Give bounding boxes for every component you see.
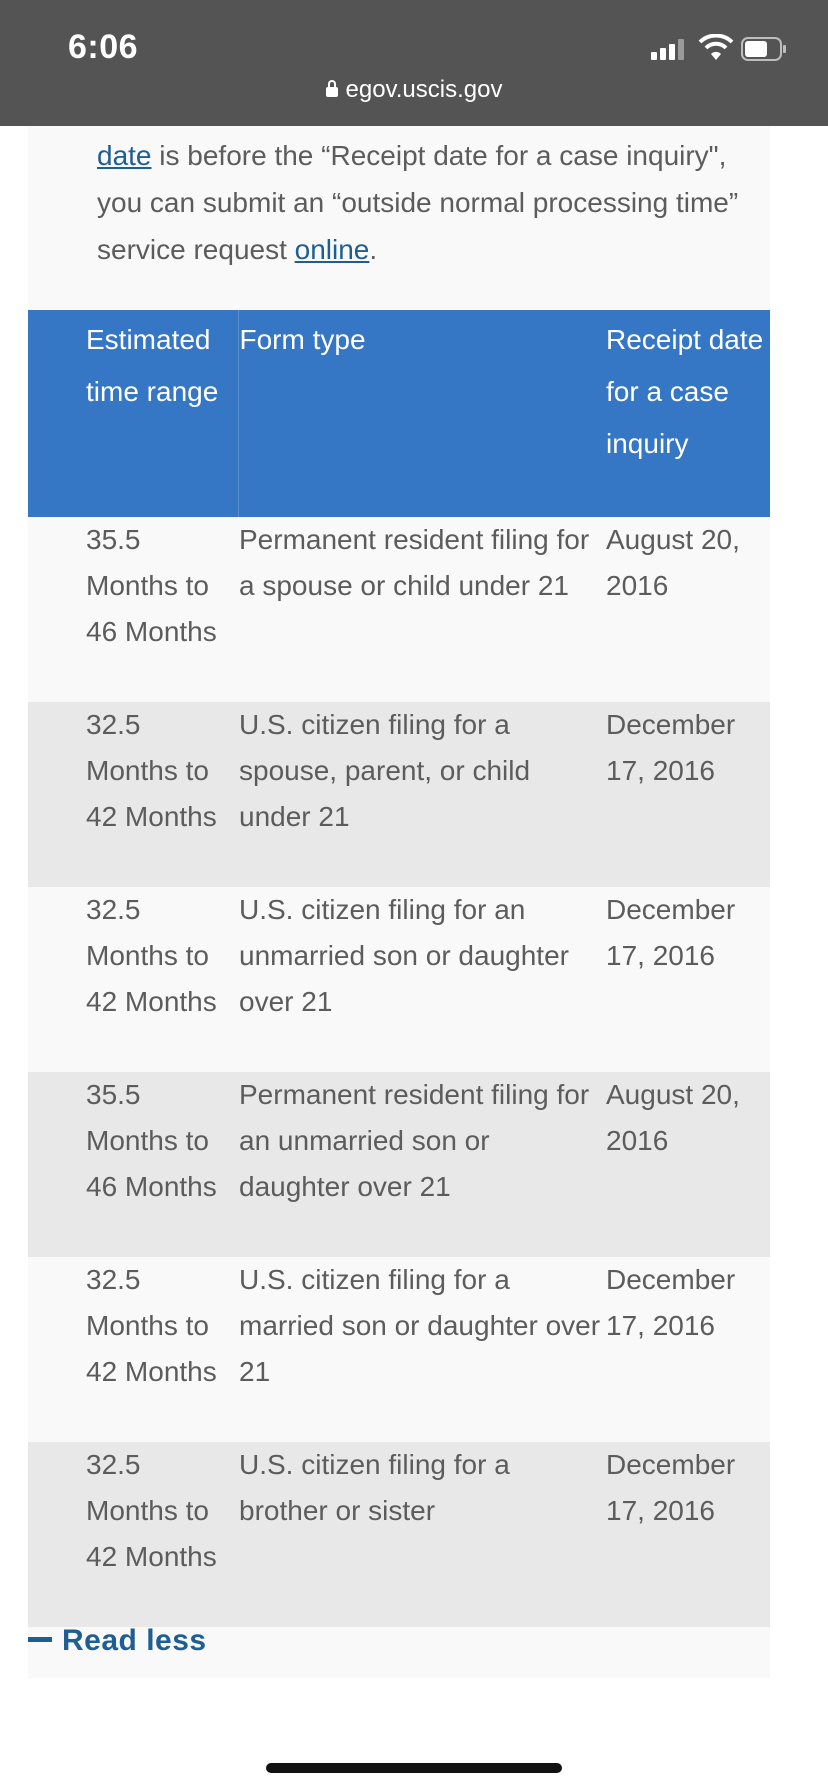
status-time: 6:06	[68, 28, 139, 66]
table-row	[28, 517, 770, 702]
cell-time-range: 32.5 Months to 42 Months	[28, 887, 238, 1072]
cell-receipt-date: December 17, 2016	[606, 1442, 770, 1627]
intro-text-2: .	[369, 234, 378, 265]
cell-form-type: U.S. citizen filing for an unmarried son or daughter over 21	[238, 887, 606, 1072]
url-text: egov.uscis.gov	[345, 76, 503, 103]
online-link[interactable]: online	[294, 234, 370, 265]
cell-time-range: 32.5 Months to 42 Months	[28, 1257, 238, 1442]
table-row	[28, 887, 770, 1072]
cell-time-range: 32.5 Months to 42 Months	[28, 702, 238, 887]
minus-icon	[28, 1637, 52, 1642]
cell-receipt-date: August 20, 2016	[606, 1072, 770, 1257]
table-header-row	[28, 310, 770, 517]
intro-text-1: is before the “Receipt date for a case inquiry", you can submit an “outside normal processing time” service request	[97, 140, 739, 265]
read-less-label: Read less	[62, 1624, 207, 1657]
table-row	[28, 1072, 770, 1257]
cell-form-type: Permanent resident filing for a spouse or child under 21	[238, 517, 606, 702]
table-row	[28, 702, 770, 887]
intro-paragraph	[97, 126, 747, 273]
read-less-button[interactable]	[28, 1624, 207, 1676]
url-bar[interactable]	[0, 76, 828, 112]
main-content	[28, 126, 770, 1678]
date-link[interactable]: date	[97, 140, 152, 171]
cell-time-range: 35.5 Months to 46 Months	[28, 517, 238, 702]
status-bar	[0, 0, 828, 126]
table-row	[28, 1442, 770, 1627]
wifi-icon	[698, 34, 734, 62]
cell-receipt-date: December 17, 2016	[606, 1257, 770, 1442]
cell-receipt-date: December 17, 2016	[606, 702, 770, 887]
cell-time-range: 35.5 Months to 46 Months	[28, 1072, 238, 1257]
processing-times-table	[28, 310, 770, 1627]
cell-form-type: U.S. citizen filing for a married son or daughter over 21	[238, 1257, 606, 1442]
header-estimated-time-range: Estimated time range	[28, 310, 238, 517]
battery-icon	[741, 37, 787, 61]
cell-time-range: 32.5 Months to 42 Months	[28, 1442, 238, 1627]
header-form-type: Form type	[238, 310, 606, 517]
home-indicator[interactable]	[266, 1763, 562, 1773]
lock-icon	[326, 87, 338, 97]
signal-icon	[651, 38, 687, 60]
cell-form-type: U.S. citizen filing for a spouse, parent, or child under 21	[238, 702, 606, 887]
cell-form-type: Permanent resident filing for an unmarried son or daughter over 21	[238, 1072, 606, 1257]
cell-receipt-date: December 17, 2016	[606, 887, 770, 1072]
table-row	[28, 1257, 770, 1442]
header-receipt-date: Receipt date for a case inquiry	[606, 310, 770, 517]
cell-form-type: U.S. citizen filing for a brother or sister	[238, 1442, 606, 1627]
cell-receipt-date: August 20, 2016	[606, 517, 770, 702]
